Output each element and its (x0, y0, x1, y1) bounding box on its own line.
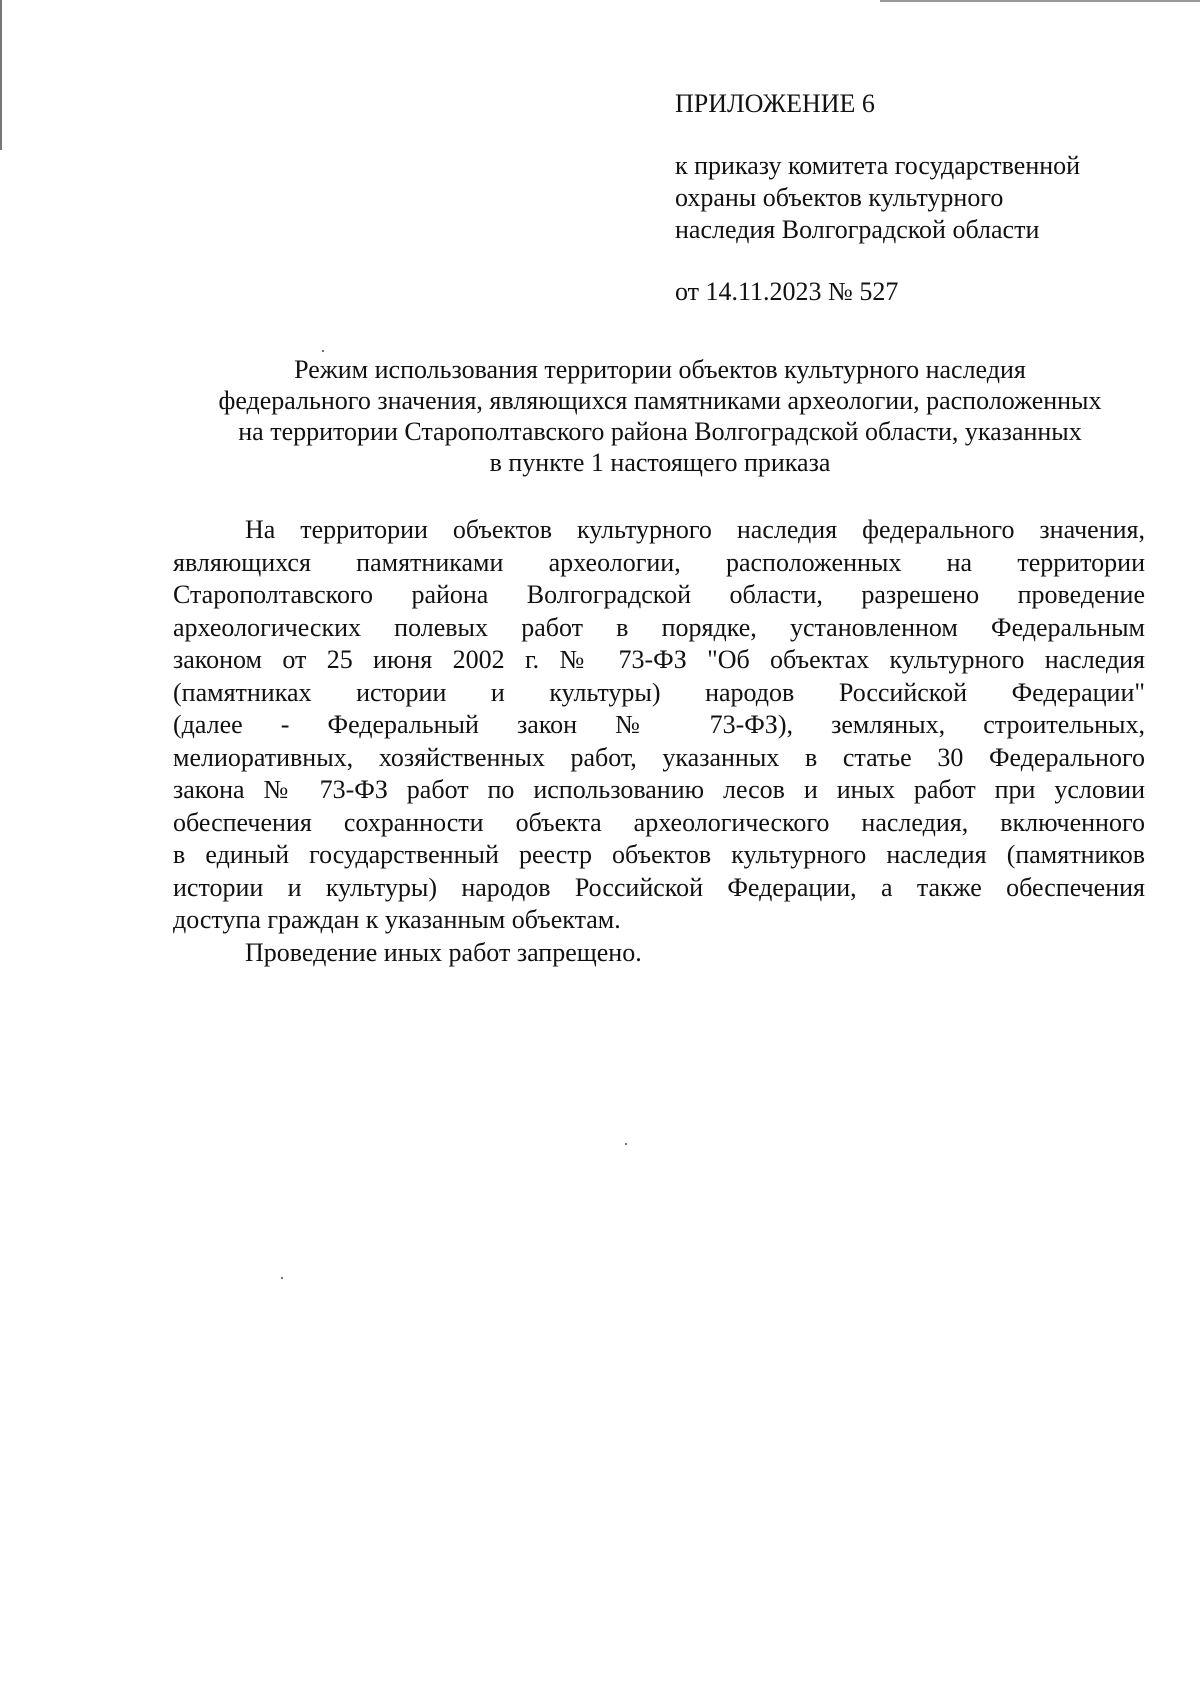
appendix-reference-line: наследия Волгоградской области (675, 215, 1040, 244)
appendix-reference (675, 150, 1175, 246)
title-line: на территории Старополтавского района Волгоградской области, указанных (238, 417, 1082, 446)
paragraph-line: в единый государственный реестр объектов культурного наследия (памятников (173, 840, 1145, 869)
title-line: федерального значения, являющихся памятниками археологии, расположенных (218, 386, 1102, 415)
title-line: в пункте 1 настоящего приказа (489, 448, 831, 477)
paragraph-line: (далее - Федеральный закон № 73-ФЗ), земляных, строительных, (173, 710, 1145, 739)
paragraph-line: мелиоративных, хозяйственных работ, указанных в статье 30 Федерального (173, 742, 1145, 772)
appendix-reference-line: охраны объектов культурного (675, 183, 1004, 212)
paragraph-prohibited-works (173, 937, 1145, 970)
paragraph-line: Старополтавского района Волгоградской области, разрешено проведение (173, 580, 1145, 609)
scan-edge-left (0, 0, 2, 150)
paragraph-line: На территории объектов культурного наследия федерального значения, (245, 515, 1145, 544)
appendix-reference-line: к приказу комитета государственной (675, 151, 1081, 180)
paragraph-line: закона № 73-ФЗ работ по использованию лесов и иных работ при условии (173, 775, 1145, 804)
appendix-block (675, 88, 1175, 308)
paragraph-permitted-works (173, 514, 1145, 937)
paragraph-line: законом от 25 июня 2002 г. № 73-ФЗ "Об объектах культурного наследия (173, 645, 1145, 674)
paragraph-line: истории и культуры) народов Российской Федерации, а также обеспечения (173, 872, 1145, 902)
paragraph-line: Проведение иных работ запрещено. (245, 937, 642, 967)
scan-edge-top (880, 0, 1200, 2)
paragraph-line: (памятниках истории и культуры) народов Российской Федерации" (173, 677, 1145, 707)
paragraph-line: доступа граждан к указанным объектам. (173, 905, 621, 934)
scan-speck (322, 350, 324, 352)
document-body (173, 514, 1145, 969)
title-line: Режим использования территории объектов культурного наследия (294, 355, 1026, 384)
paragraph-line: являющихся памятниками археологии, расположенных на территории (173, 547, 1145, 577)
paragraph-line: обеспечения сохранности объекта археологического наследия, включенного (173, 807, 1145, 837)
document-title (170, 354, 1150, 478)
scan-speck (625, 1143, 627, 1145)
order-date-number: от 14.11.2023 № 527 (675, 277, 899, 306)
scan-speck (281, 1277, 283, 1279)
appendix-title: ПРИЛОЖЕНИЕ 6 (675, 89, 875, 118)
paragraph-line: археологических полевых работ в порядке, установленном Федеральным (173, 612, 1145, 642)
